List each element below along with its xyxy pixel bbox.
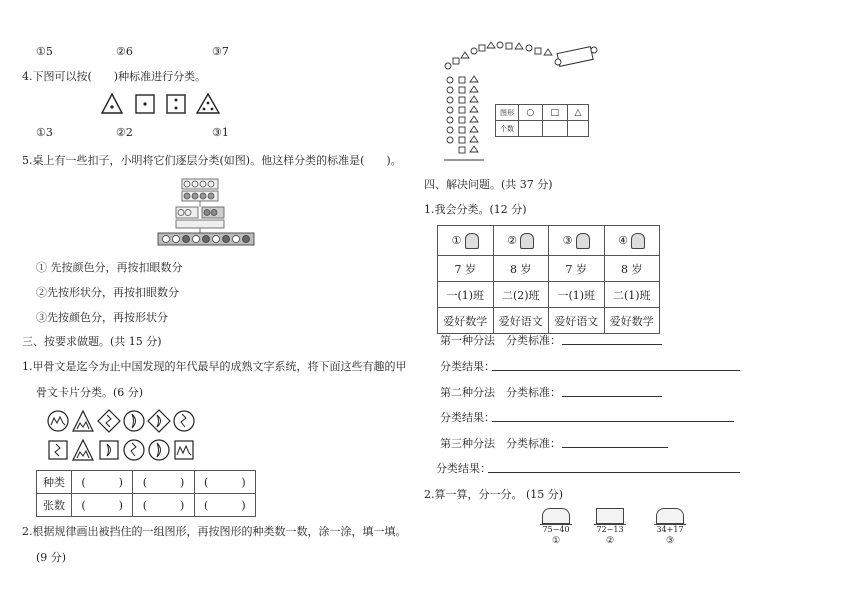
shape-table-circle-header: ○ [519, 105, 543, 121]
student-2-number: ② [507, 233, 517, 247]
shape-count-table [495, 104, 589, 137]
oracle-card-square-person-icon [49, 441, 67, 459]
method1-label: 第一种分法 分类标准： [440, 334, 561, 347]
q4-option-2: ②2 [116, 126, 133, 139]
kind-cell-3[interactable]: ( ) [194, 471, 255, 494]
q3-option-3: ③7 [212, 45, 229, 58]
q5-option-3: ③先按颜色分，再按形状分 [36, 311, 168, 324]
student-2-class: 二(2)班 [493, 282, 549, 308]
student-2-age: 8 岁 [493, 256, 549, 282]
student-1-avatar-icon [465, 233, 479, 249]
s3q1-line1: 1.甲骨文是迄今为止中国发现的年代最早的成熟文字系统，将下面这些有趣的甲 [22, 360, 407, 373]
oracle-card-diamond-person-icon [98, 410, 120, 432]
method3-label: 第三种分法 分类标准： [440, 437, 561, 450]
oracle-card-diamond-moon-icon [148, 410, 170, 432]
s3q1-line2: 骨文卡片分类。(6 分) [36, 386, 144, 399]
calc-card-2 [594, 508, 626, 544]
oracle-card-circle-mountain-icon [48, 411, 68, 431]
shape-table-triangle-header: △ [567, 105, 588, 121]
result3-blank[interactable] [488, 472, 740, 473]
shape-table-square-count[interactable] [542, 121, 567, 137]
shape-table-triangle-count[interactable] [567, 121, 588, 137]
student-3-avatar-cell [549, 226, 605, 256]
method2-standard-blank[interactable] [562, 396, 662, 397]
count-cell-3[interactable]: ( ) [194, 494, 255, 517]
s4q1-title: 1.我会分类。(12 分) [424, 203, 527, 216]
q5-option-1: ① 先按颜色分，再按扣眼数分 [36, 261, 183, 274]
oracle-card-square-moon-icon [100, 441, 118, 459]
calc-card-1-ornament-icon [542, 508, 570, 524]
student-3-number: ③ [562, 233, 573, 247]
q4-option-3: ③1 [212, 126, 229, 139]
s3q2-line1: 2.根据规律画出被挡住的一组图形，再按图形的种类数一数，涂一涂，填一填。 [22, 525, 407, 538]
result2-label: 分类结果： [440, 411, 495, 424]
calc-card-2-ornament-icon [596, 508, 624, 524]
method3-standard-blank[interactable] [562, 447, 668, 448]
student-1-hobby: 爱好数学 [438, 308, 494, 334]
student-1-age: 7 岁 [438, 256, 494, 282]
section3-title: 三、按要求做题。(共 15 分) [22, 335, 162, 348]
student-4-age: 8 岁 [604, 256, 660, 282]
student-2-avatar-icon [520, 233, 534, 249]
student-1-number: ① [451, 233, 462, 247]
kind-cell-1[interactable]: ( ) [72, 471, 133, 494]
q4-shapes-figure [100, 92, 222, 116]
square-two-dots-icon [167, 95, 185, 113]
result1-blank[interactable] [492, 370, 740, 371]
calc-card-2-number: ② [605, 536, 615, 546]
method2-label: 第二种分法 分类标准： [440, 386, 561, 399]
oracle-card-triangle-mountain-icon [73, 440, 93, 460]
oracle-card-circle-person-icon [124, 440, 144, 460]
q3-option-2: ②6 [116, 45, 133, 58]
s3q2-line2: (9 分) [36, 551, 67, 564]
result3-label: 分类结果： [436, 462, 491, 475]
student-3-class: 一(1)班 [549, 282, 605, 308]
count-cell-2[interactable]: ( ) [133, 494, 194, 517]
calc-card-1-expr: 75−40 [540, 524, 572, 535]
student-2-hobby: 爱好语文 [493, 308, 549, 334]
student-4-hobby: 爱好数学 [604, 308, 660, 334]
button-tree-figure [156, 177, 256, 247]
shape-table-square-header: □ [542, 105, 567, 121]
student-3-avatar-icon [576, 233, 590, 249]
student-4-avatar-cell [604, 226, 660, 256]
student-1-class: 一(1)班 [438, 282, 494, 308]
result1-label: 分类结果： [440, 360, 495, 373]
triangle-one-dot-icon [102, 94, 122, 113]
s4q2-title: 2.算一算，分一分。 (15 分) [424, 488, 564, 501]
student-1-avatar-cell [438, 226, 494, 256]
shape-table-label-count: 个数 [496, 121, 519, 137]
calc-card-1-number: ① [551, 536, 561, 546]
row-label-count: 张数 [37, 494, 72, 517]
student-3-hobby: 爱好语文 [549, 308, 605, 334]
triangle-three-dots-icon [197, 94, 219, 113]
section4-title: 四、解决问题。(共 37 分) [424, 178, 553, 191]
method1-standard-blank[interactable] [562, 344, 662, 345]
q4-option-1: ①3 [36, 126, 53, 139]
calc-card-2-expr: 72−13 [594, 524, 626, 535]
calc-card-3-number: ③ [665, 536, 675, 546]
calc-card-3-expr: 34+17 [654, 524, 686, 535]
oracle-card-triangle-mountain-icon [73, 411, 93, 431]
q5-text: 5.桌上有一些扣子，小明将它们逐层分类(如图)。他这样分类的标准是( )。 [22, 154, 402, 167]
square-one-dot-icon [136, 95, 154, 113]
shape-table-label-shape: 图形 [496, 105, 519, 121]
q3-option-1: ①5 [36, 45, 53, 58]
row-label-kind: 种类 [37, 471, 72, 494]
pattern-shapes-figure [440, 40, 610, 164]
q4-text: 4.下图可以按( )种标准进行分类。 [22, 70, 207, 83]
calc-card-3-ornament-icon [656, 508, 684, 524]
student-4-avatar-icon [631, 233, 645, 249]
oracle-card-circle-moon-icon [149, 440, 169, 460]
q5-option-2: ②先按形状分，再按扣眼数分 [36, 286, 179, 299]
oracle-cards-figure [46, 409, 210, 465]
oracle-count-table [36, 470, 256, 517]
student-table [437, 225, 660, 334]
student-3-age: 7 岁 [549, 256, 605, 282]
oracle-card-circle-moon-icon [124, 411, 144, 431]
student-4-class: 二(1)班 [604, 282, 660, 308]
kind-cell-2[interactable]: ( ) [133, 471, 194, 494]
oracle-card-circle-person-icon [174, 411, 194, 431]
count-cell-1[interactable]: ( ) [72, 494, 133, 517]
oracle-card-square-mountain-icon [175, 441, 193, 459]
result2-blank[interactable] [492, 421, 734, 422]
student-2-avatar-cell [493, 226, 549, 256]
calc-card-1 [540, 508, 572, 544]
student-4-number: ④ [618, 233, 628, 247]
scroll-cover-icon [555, 47, 597, 67]
calc-card-3 [654, 508, 686, 544]
shape-table-circle-count[interactable] [519, 121, 543, 137]
